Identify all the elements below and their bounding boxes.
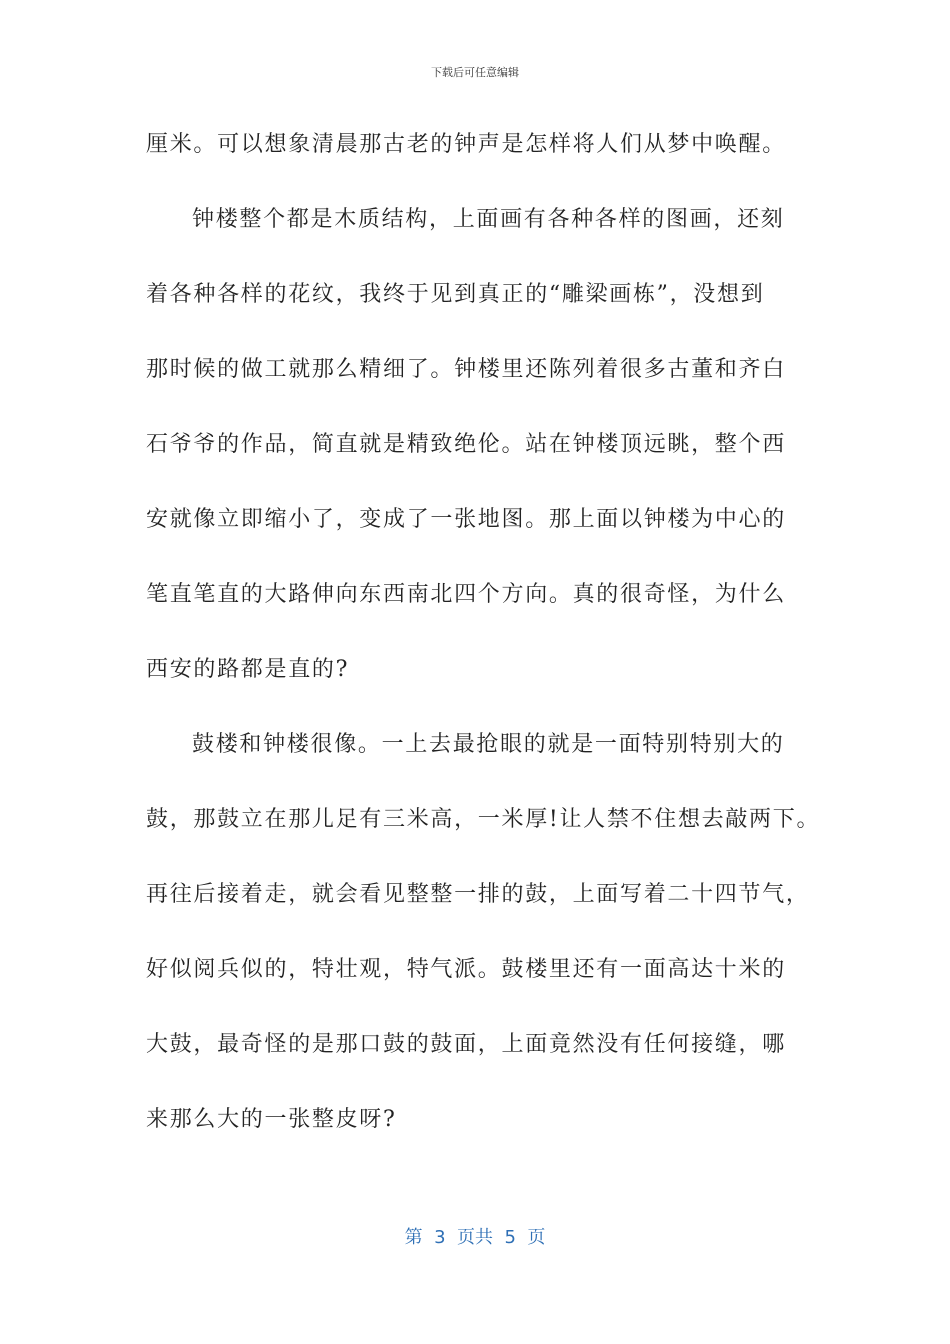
page-number-indicator: 第 3 页共 5 页 (404, 1227, 546, 1248)
text-line: 大鼓，最奇怪的是那口鼓的鼓面，上面竟然没有任何接缝，哪 (146, 1032, 786, 1057)
page-header-note: 下载后可任意编辑 (431, 66, 519, 79)
text-line: 安就像立即缩小了，变成了一张地图。那上面以钟楼为中心的 (146, 507, 786, 532)
text-line: 来那么大的一张整皮呀? (146, 1107, 397, 1132)
text-line: 石爷爷的作品，简直就是精致绝伦。站在钟楼顶远眺，整个西 (146, 432, 786, 457)
document-body (146, 122, 846, 1172)
text-line: 再往后接着走，就会看见整整一排的鼓，上面写着二十四节气， (146, 882, 810, 907)
text-line: 好似阅兵似的，特壮观，特气派。鼓楼里还有一面高达十米的 (146, 957, 786, 982)
paragraph-start-line: 钟楼整个都是木质结构，上面画有各种各样的图画，还刻 (192, 207, 785, 232)
text-line: 西安的路都是直的? (146, 657, 350, 682)
text-line: 厘米。可以想象清晨那古老的钟声是怎样将人们从梦中唤醒。 (146, 132, 786, 157)
text-line: 着各种各样的花纹，我终于见到真正的“雕梁画栋”，没想到 (146, 282, 765, 307)
text-line: 笔直笔直的大路伸向东西南北四个方向。真的很奇怪，为什么 (146, 582, 786, 607)
text-line: 那时候的做工就那么精细了。钟楼里还陈列着很多古董和齐白 (146, 357, 786, 382)
text-line: 鼓，那鼓立在那儿足有三米高，一米厚!让人禁不住想去敲两下。 (146, 807, 821, 832)
paragraph-start-line: 鼓楼和钟楼很像。一上去最抢眼的就是一面特别特别大的 (192, 732, 785, 757)
